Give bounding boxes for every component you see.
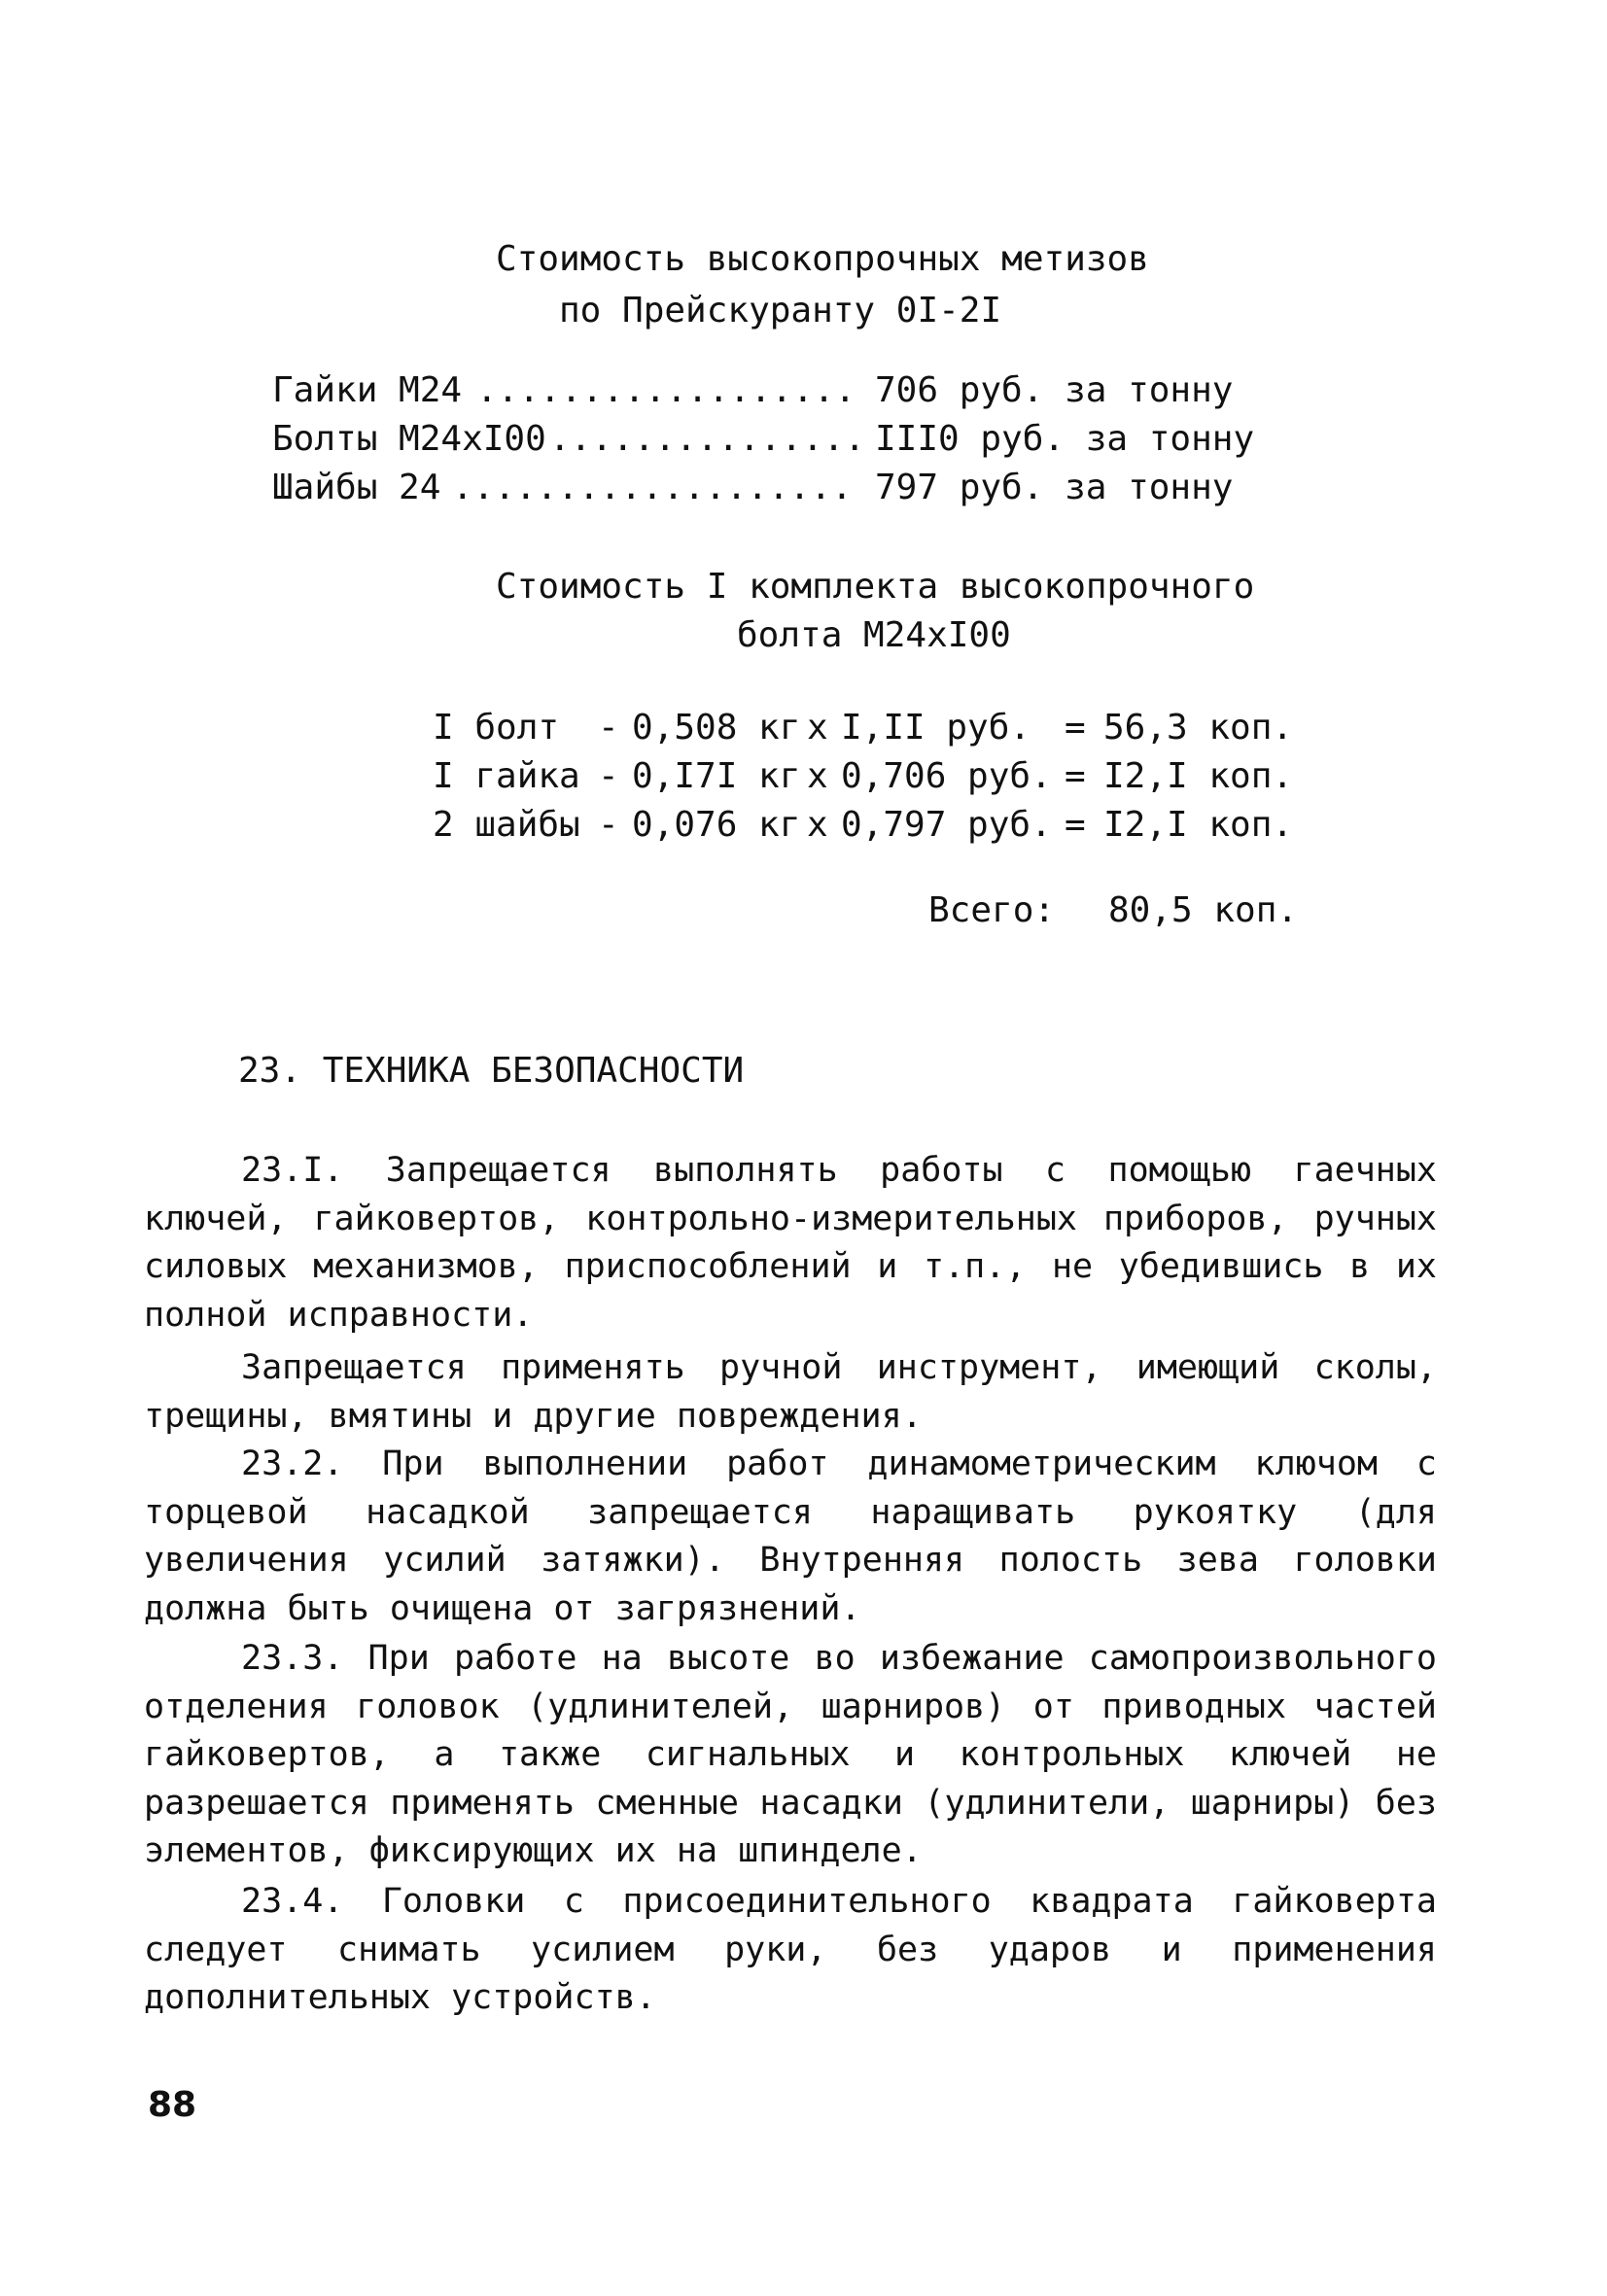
calc-multiply: x xyxy=(807,756,828,796)
prices-heading-line1: Стоимость высокопрочных метизов xyxy=(496,239,1149,279)
total-value: 80,5 коп. xyxy=(1108,890,1299,930)
paragraph-text: 23.2. При выполнении работ динамометрическим ключом с торцевой насадкой запрещается наращивать рукоятку (для увеличения усилий затяжки). Внутренняя полость зева головки должна быть очищена от загрязнений. xyxy=(144,1444,1437,1628)
price-item-value: 797 руб. за тонну xyxy=(875,468,1234,507)
calc-multiply: x xyxy=(807,708,828,748)
price-item-value: III0 руб. за тонну xyxy=(875,419,1255,459)
kit-heading-line1: Стоимость I комплекта высокопрочного xyxy=(496,567,1255,607)
price-row xyxy=(272,465,1244,511)
paragraph-text: Запрещается применять ручной инструмент, имеющий сколы, трещины, вмятины и другие повреждения. xyxy=(144,1348,1437,1436)
price-row xyxy=(272,367,1244,414)
total-label: Всего: xyxy=(928,890,1056,930)
paragraph-23-3 xyxy=(144,1635,1437,1876)
calc-item: 2 шайбы xyxy=(433,805,580,845)
calc-result: 56,3 коп. xyxy=(1103,708,1294,748)
calc-row xyxy=(433,802,1308,849)
price-row xyxy=(272,416,1255,463)
paragraph-text: 23.3. При работе на высоте во избежание самопроизвольного отделения головок (удлинителей, шарниров) от приводных частей гайковертов, а также сигнальных и контрольных ключей не разрешается применять сменные насадки (удлинители, шарниры) без элементов, фиксирующих их на шпинделе. xyxy=(144,1639,1437,1870)
paragraph-23-1 xyxy=(144,1147,1437,1339)
price-item-dots: ............... xyxy=(549,419,866,459)
price-item-name: Гайки М24 xyxy=(272,370,463,410)
price-item-dots: ................... xyxy=(452,468,853,507)
calc-multiply: x xyxy=(807,805,828,845)
calc-dash: - xyxy=(598,756,619,796)
price-item-dots: .................. xyxy=(476,370,856,410)
price-item-name: Шайбы 24 xyxy=(272,468,441,507)
calc-equals: = xyxy=(1065,708,1086,748)
calc-result: I2,I коп. xyxy=(1103,756,1294,796)
calc-price: I,II руб. xyxy=(841,708,1031,748)
prices-heading-line2: по Прейскуранту 0I-2I xyxy=(559,291,1002,330)
calc-price: 0,797 руб. xyxy=(841,805,1052,845)
calc-item: I болт xyxy=(433,708,560,748)
calc-row xyxy=(433,705,1308,751)
section-title: 23. ТЕХНИКА БЕЗОПАСНОСТИ xyxy=(238,1051,745,1091)
calc-price: 0,706 руб. xyxy=(841,756,1052,796)
calc-equals: = xyxy=(1065,756,1086,796)
kit-heading-line2: болта М24xI00 xyxy=(737,615,1011,655)
calc-row xyxy=(433,753,1308,800)
calc-result: I2,I коп. xyxy=(1103,805,1294,845)
paragraph-23-1-b xyxy=(144,1344,1437,1441)
calc-dash: - xyxy=(598,708,619,748)
page-number: 88 xyxy=(148,2085,197,2125)
price-item-value: 706 руб. за тонну xyxy=(875,370,1234,410)
paragraph-23-2 xyxy=(144,1441,1437,1633)
calc-mass: 0,076 кг xyxy=(632,805,801,845)
paragraph-23-4 xyxy=(144,1878,1437,2023)
calc-equals: = xyxy=(1065,805,1086,845)
calc-mass: 0,I7I кг xyxy=(632,756,801,796)
price-item-name: Болты М24xI00 xyxy=(272,419,546,459)
calc-dash: - xyxy=(598,805,619,845)
paragraph-text: 23.I. Запрещается выполнять работы с помощью гаечных ключей, гайковертов, контрольно-измерительных приборов, ручных силовых механизмов, приспособлений и т.п., не убедившись в их полной исправности. xyxy=(144,1151,1437,1335)
calc-item: I гайка xyxy=(433,756,580,796)
calc-mass: 0,508 кг xyxy=(632,708,801,748)
paragraph-text: 23.4. Головки с присоединительного квадрата гайковерта следует снимать усилием руки, без ударов и применения дополнительных устройств. xyxy=(144,1882,1437,2017)
